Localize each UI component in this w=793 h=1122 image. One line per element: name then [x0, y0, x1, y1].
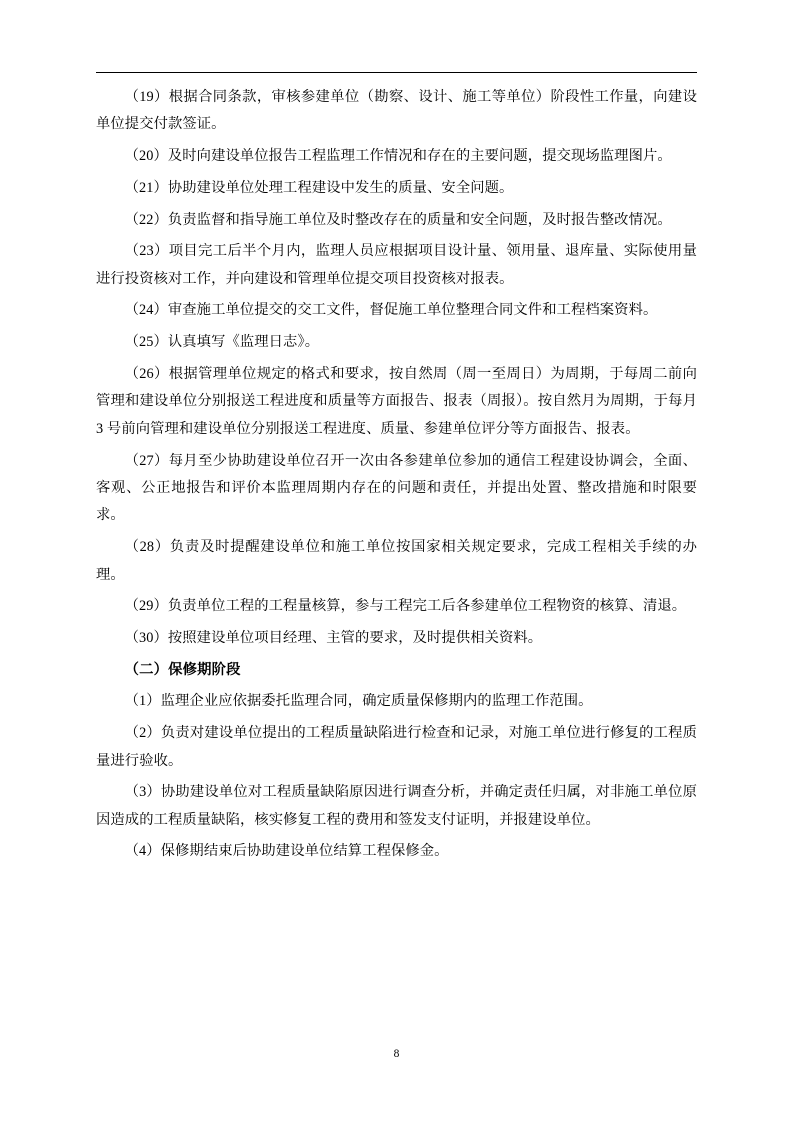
paragraph: （21）协助建设单位处理工程建设中发生的质量、安全问题。: [124, 179, 514, 196]
page-number: 8: [393, 1048, 400, 1060]
header-rule: [96, 72, 697, 73]
paragraph: （19）根据合同条款，审核参建单位（勘察、设计、施工等单位）阶段性工作量，向建设单位提交付款签证。: [96, 89, 697, 133]
paragraph: （29）负责单位工程的工程量核算，参与工程完工后各参建单位工程物资的核算、清退。: [124, 598, 687, 615]
paragraph: （1）监理企业应依据委托监理合同，确定质量保修期内的监理工作范围。: [124, 693, 593, 710]
paragraph: （20）及时向建设单位报告工程监理工作情况和存在的主要问题，提交现场监理图片。: [124, 148, 672, 165]
paragraph: （22）负责监督和指导施工单位及时整改存在的质量和安全问题，及时报告整改情况。: [124, 211, 672, 228]
section-heading: （二）保修期阶段: [124, 661, 241, 678]
paragraph: （26）根据管理单位规定的格式和要求，按自然周（周一至周日）为周期，于每周二前向管理和建设单位分别报送工程进度和质量等方面报告、报表（周报）。按自然月为周期，于每月 3 号前向管理和建设单位分别报送工程进度、质量、参建单位评分等方面报告、报表。: [96, 365, 697, 437]
paragraph: （27）每月至少协助建设单位召开一次由各参建单位参加的通信工程建设协调会，全面、客观、公正地报告和评价本监理周期内存在的问题和责任，并提出处置、整改措施和时限要求。: [96, 452, 697, 524]
paragraph: （4）保修期结束后协助建设单位结算工程保修金。: [124, 843, 449, 860]
paragraph: （3）协助建设单位对工程质量缺陷原因进行调查分析，并确定责任归属，对非施工单位原因造成的工程质量缺陷，核实修复工程的费用和签发支付证明，并报建设单位。: [96, 784, 697, 828]
paragraph: （2）负责对建设单位提出的工程质量缺陷进行检查和记录，对施工单位进行修复的工程质量进行验收。: [96, 725, 697, 769]
document-body: [96, 84, 697, 870]
paragraph: （30）按照建设单位项目经理、主管的要求，及时提供相关资料。: [124, 629, 543, 646]
paragraph: （25）认真填写《监理日志》。: [124, 334, 320, 351]
paragraph: （28）负责及时提醒建设单位和施工单位按国家相关规定要求，完成工程相关手续的办理。: [96, 539, 697, 583]
paragraph: （24）审查施工单位提交的交工文件，督促施工单位整理合同文件和工程档案资料。: [124, 302, 658, 319]
paragraph: （23）项目完工后半个月内，监理人员应根据项目设计量、领用量、退库量、实际使用量进行投资核对工作，并向建设和管理单位提交项目投资核对报表。: [96, 243, 697, 287]
